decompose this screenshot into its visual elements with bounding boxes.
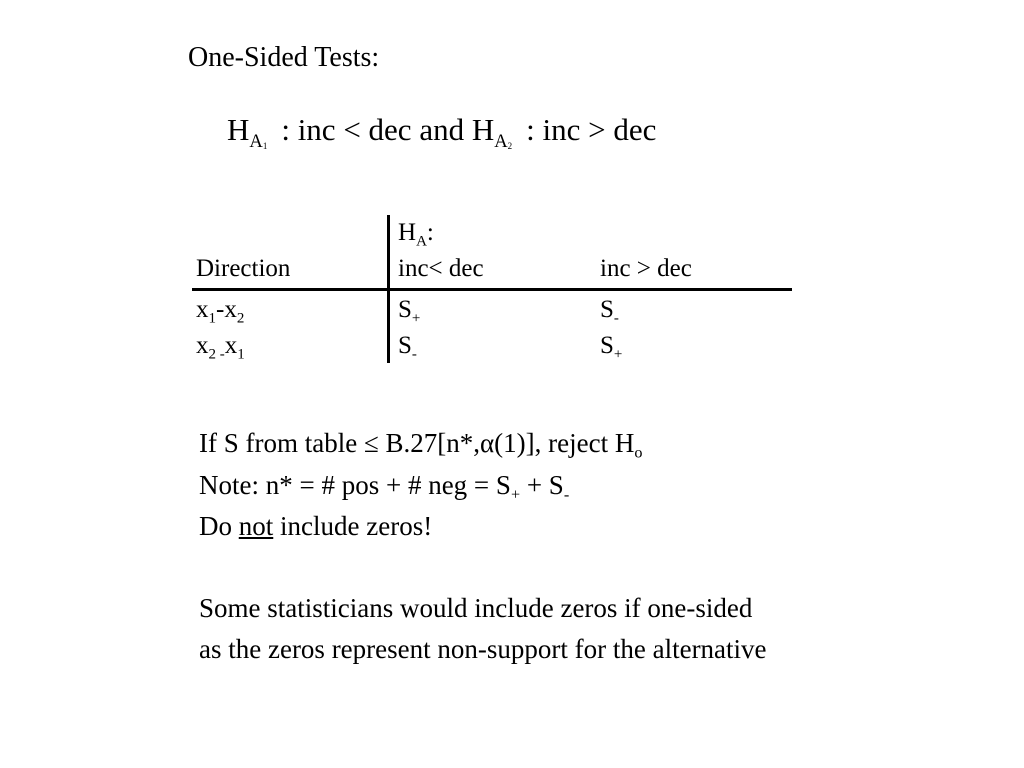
table-header-inc-lt-dec: inc< dec xyxy=(398,255,484,282)
note-statisticians-2: as the zeros represent non-support for the alternative xyxy=(199,634,767,664)
h1-text: : inc < dec and xyxy=(281,112,465,147)
h1-subscript: A1 xyxy=(249,130,268,152)
table-header-inc-gt-dec: inc > dec xyxy=(600,255,692,282)
table-row-1-col2: $S_-$ xyxy=(600,296,619,327)
hypothesis-equation xyxy=(227,112,657,152)
h1-subsubscript: 1 xyxy=(262,140,268,151)
note-reject-rule: If S from table ≤ B.27[n*,α(1)], reject $H_o$ xyxy=(199,428,643,462)
table-row-1-col1: $S_+$ xyxy=(398,296,421,327)
h2-subsubscript: 2 xyxy=(507,140,513,151)
h2-subscript: A2 xyxy=(494,130,513,152)
emphasis-not: not xyxy=(238,511,274,541)
h1-symbol: H xyxy=(227,112,250,147)
table-row-1-direction: $x_1-x_2$ xyxy=(196,296,245,327)
h2-symbol: H xyxy=(471,112,495,147)
table-row-2-direction: $x_2$ $_-x_1$ xyxy=(196,332,245,363)
table-horizontal-divider xyxy=(192,288,792,291)
note-n-star: Note: n* = # pos + # neg = $S_+ + S_-$ xyxy=(199,470,570,504)
note-zeros: Do not include zeros! xyxy=(199,511,433,541)
slide-title: One-Sided Tests: xyxy=(188,42,380,73)
table-row-2-col1: $S_-$ xyxy=(398,332,417,363)
h2-text: : inc > dec xyxy=(526,112,657,147)
note-statisticians-1: Some statisticians would include zeros if one-sided xyxy=(199,593,753,623)
table-header-direction: Direction xyxy=(196,255,291,282)
table-row-2-col2: $S_+$ xyxy=(600,332,623,363)
table-header-ha: $H_A$: xyxy=(398,219,434,250)
